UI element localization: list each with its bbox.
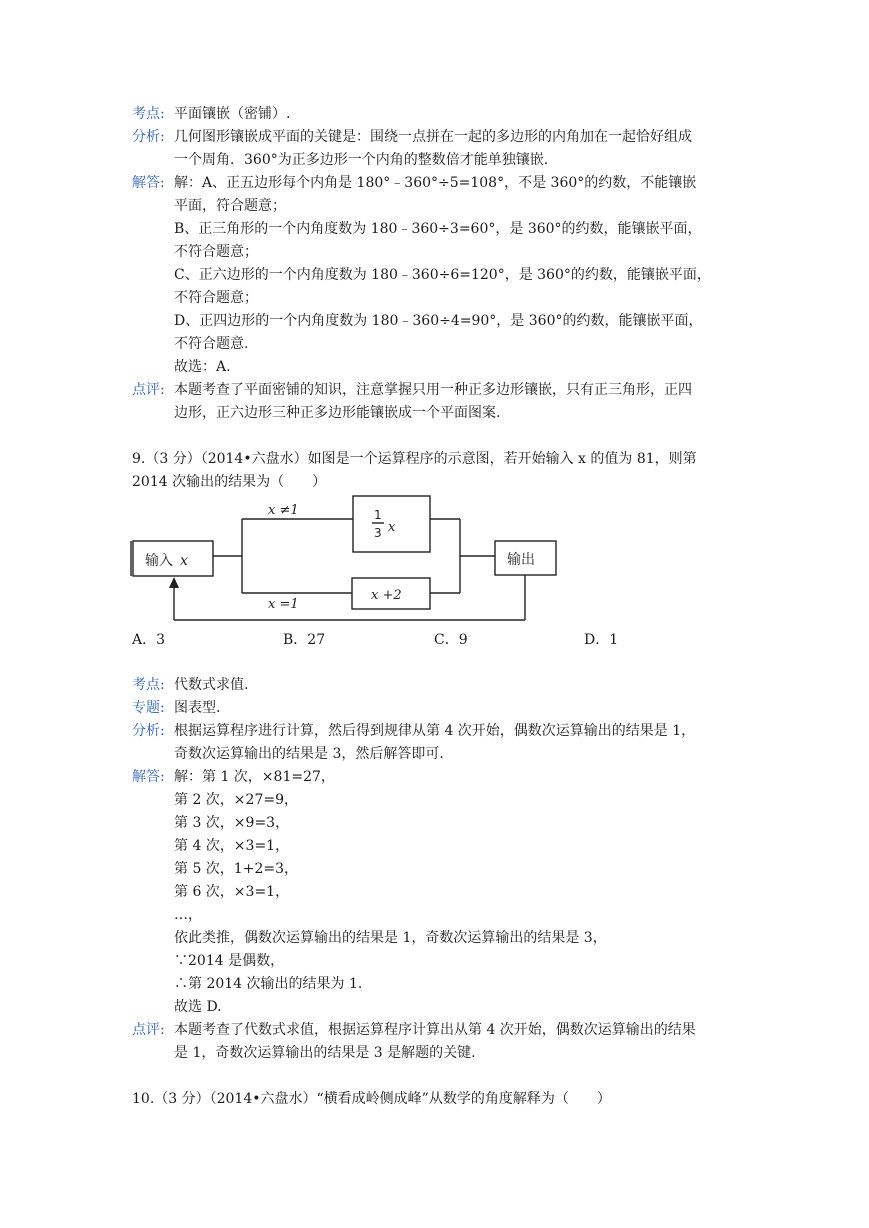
fraction-denominator: 3 — [374, 526, 382, 540]
fenxi-label: 分析: — [132, 723, 165, 739]
jieda-line: 不符合题意. — [174, 336, 249, 352]
dianping-line: 边形，正六边形三种正多边形能镶嵌成一个平面图案. — [174, 405, 501, 421]
jieda-line: 第 2 次，×27=9， — [174, 792, 298, 808]
option-a: A．3 — [132, 632, 166, 648]
jieda-line: 解：第 1 次，×81=27， — [174, 769, 335, 785]
kaodian-label: 考点: — [132, 106, 165, 122]
jieda-line: B、正三角形的一个内角度数为 180﹣360÷3=60°，是 360°的约数，能镶嵌平面， — [174, 221, 702, 237]
dianping-label: 点评: — [132, 382, 165, 398]
input-label: 输入 — [145, 553, 173, 569]
jieda-line: 第 3 次，×9=3， — [174, 815, 290, 831]
kaodian-label: 考点: — [132, 677, 165, 693]
output-label: 输出 — [507, 552, 535, 568]
dianping-line: 本题考查了平面密铺的知识，注意掌握只用一种正多边形镶嵌，只有正三角形，正四 — [174, 382, 692, 398]
zhuanti-text: 图表型. — [174, 700, 221, 716]
dianping-line: 本题考查了代数式求值，根据运算程序计算出从第 4 次开始，偶数次运算输出的结果 — [174, 1022, 696, 1038]
fraction-var: x — [388, 520, 396, 535]
jieda-line: 不符合题意； — [174, 244, 258, 260]
jieda-line: 第 4 次，×3=1， — [174, 838, 290, 854]
kaodian-text: 平面镶嵌（密铺）. — [174, 106, 291, 122]
fenxi-line: 奇数次运算输出的结果是 3，然后解答即可. — [174, 746, 444, 762]
q10-stem: 10.（3 分）（2014•六盘水）“横看成岭侧成峰”从数学的角度解释为（ ） — [132, 1091, 611, 1107]
jieda-line: 第 6 次，×3=1， — [174, 884, 290, 900]
fraction-numerator: 1 — [374, 508, 382, 522]
input-var: x — [180, 553, 188, 569]
cond-top-label: x ≠1 — [268, 503, 299, 518]
option-d: D．1 — [584, 632, 619, 648]
jieda-line: 故选：A. — [174, 359, 231, 375]
option-c: C．9 — [434, 632, 468, 648]
jieda-line: 故选 D. — [174, 999, 222, 1015]
fenxi-line: 几何图形镶嵌成平面的关键是：围绕一点拼在一起的多边形的内角加在一起恰好组成 — [174, 129, 692, 145]
jieda-line: D、正四边形的一个内角度数为 180﹣360÷4=90°，是 360°的约数，能镶嵌平面， — [174, 313, 703, 329]
jieda-line: 解：A、正五边形每个内角是 180°﹣360°÷5=108°，不是 360°的约数，不能镶嵌 — [174, 175, 697, 191]
jieda-line: …， — [174, 907, 202, 923]
jieda-line: ∵2014 是偶数， — [174, 953, 285, 969]
dianping-line: 是 1，奇数次运算输出的结果是 3 是解题的关键. — [174, 1045, 476, 1061]
jieda-line: 第 5 次，1+2=3， — [174, 861, 298, 877]
zhuanti-label: 专题: — [132, 700, 165, 716]
jieda-label: 解答: — [132, 769, 165, 785]
jieda-line: 依此类推，偶数次运算输出的结果是 1，奇数次运算输出的结果是 3， — [174, 930, 607, 946]
option-b: B．27 — [283, 632, 326, 648]
fenxi-line: 一个周角．360°为正多边形一个内角的整数倍才能单独镶嵌. — [174, 152, 549, 168]
fenxi-line: 根据运算程序进行计算，然后得到规律从第 4 次开始，偶数次运算输出的结果是 1， — [174, 723, 696, 739]
dianping-label: 点评: — [132, 1022, 165, 1038]
cond-bottom-label: x =1 — [268, 597, 299, 612]
jieda-line: C、正六边形的一个内角度数为 180﹣360÷6=120°，是 360°的约数，能镶嵌平面， — [174, 267, 711, 283]
fenxi-label: 分析: — [132, 129, 165, 145]
jieda-line: ∴第 2014 次输出的结果为 1. — [174, 976, 363, 992]
kaodian-text: 代数式求值. — [174, 677, 249, 693]
q9-stem-line: 2014 次输出的结果为（ ） — [132, 474, 327, 490]
plus-box-label: x +2 — [371, 588, 402, 603]
q9-stem-line: 9.（3 分）（2014•六盘水）如图是一个运算程序的示意图，若开始输入 x 的值为 81，则第 — [132, 451, 697, 467]
jieda-line: 不符合题意； — [174, 290, 258, 306]
jieda-line: 平面，符合题意； — [174, 198, 286, 214]
feedback-arrowhead — [169, 577, 179, 588]
jieda-label: 解答: — [132, 175, 165, 191]
